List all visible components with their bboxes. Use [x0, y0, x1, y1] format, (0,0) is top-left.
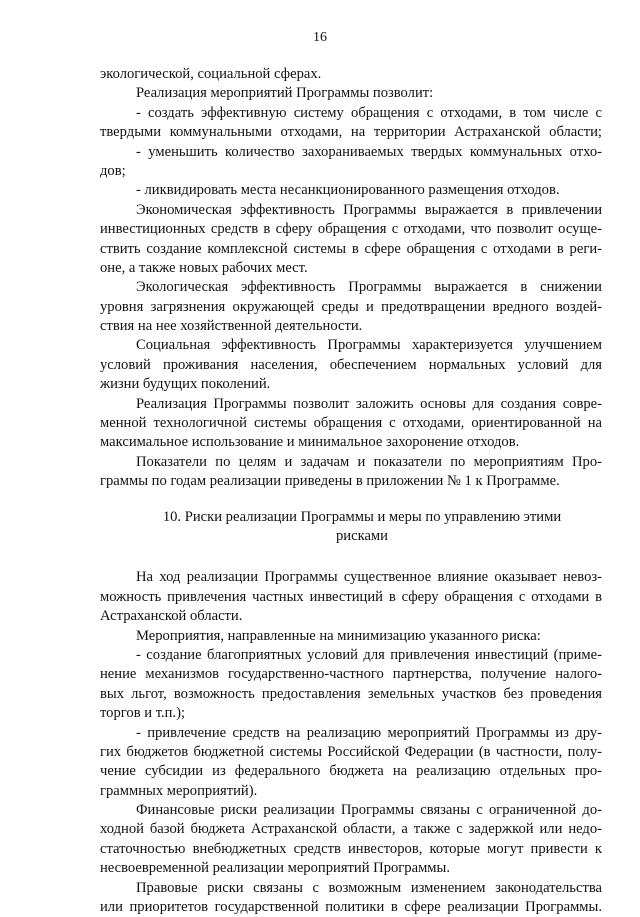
- text-line: оне, а также новых рабочих мест.: [100, 259, 308, 276]
- text-line: граммы по годам реализации приведены в приложении № 1 к Программе.: [100, 473, 560, 490]
- spacer: [100, 546, 602, 568]
- text-line: менной технологичной системы обращения с отходами, ориентированной на: [100, 415, 602, 432]
- text-line: условий проживания населения, обеспечением нормальных условий для: [100, 356, 602, 373]
- text-line: - ликвидировать места несанкционированного размещения отходов.: [136, 182, 560, 199]
- text-line: жизни будущих поколений.: [100, 376, 271, 393]
- text-line: Показатели по целям и задачам и показатели по мероприятиям Про-: [136, 453, 602, 470]
- text-line: - уменьшить количество захораниваемых твердых коммунальных отхо-: [136, 143, 602, 160]
- text-line: гих бюджетов бюджетной системы Российской Федерации (в частности, полу-: [100, 743, 602, 760]
- text-line: Финансовые риски реализации Программы связаны с ограниченной до-: [136, 802, 602, 819]
- text-line: Реализация мероприятий Программы позволит:: [136, 85, 434, 102]
- text-line: инвестиционных средств в сферу обращения с отходами, что позволит осуще-: [100, 221, 602, 238]
- text-line: ходной базой бюджета Астраханской области, а также с задержкой или недо-: [100, 821, 602, 838]
- text-line: экологической, социальной сферах.: [100, 66, 322, 82]
- text-line: - создание благоприятных условий для привлечения инвестиций (приме-: [136, 646, 602, 663]
- text-line: Астраханской области.: [100, 608, 243, 625]
- text-line: - привлечение средств на реализацию мероприятий Программы из дру-: [136, 724, 602, 741]
- text-line: граммных мероприятий).: [100, 782, 258, 799]
- text-line: максимальное использование и минимальное захоронение отходов.: [100, 434, 520, 451]
- text-line: чение субсидии из федерального бюджета на реализацию отдельных про-: [100, 763, 602, 780]
- text-line: - создать эффективную систему обращения с отходами, в том числе с: [136, 104, 602, 121]
- text-line: Правовые риски связаны с возможным изменением законодательства: [136, 879, 602, 896]
- text-line: статочностью внебюджетных средств инвесторов, которые могут привести к: [100, 840, 602, 857]
- text-line: или приоритетов государственной политики в сфере реализации Программы.: [100, 899, 602, 916]
- text-line: Экономическая эффективность Программы выражается в привлечении: [136, 201, 602, 218]
- text-line: уровня загрязнения окружающей среды и предотвращении вредного воздей-: [100, 298, 602, 315]
- text-line: вых льгот, возможность предоставления земельных участков без проведения: [100, 685, 602, 702]
- text-line: Мероприятия, направленные на минимизацию указанного риска:: [136, 627, 541, 644]
- text-line: несвоевременной реализации мероприятий Программы.: [100, 860, 450, 877]
- text-line: ствия на нее хозяйственной деятельности.: [100, 318, 363, 335]
- text-line: дов;: [100, 162, 126, 179]
- text-line: 10. Риски реализации Программы и меры по управлению этими: [162, 508, 562, 525]
- text-line: торгов и т.п.);: [100, 705, 185, 722]
- text-line: нение механизмов государственно-частного партнерства, получение налого-: [100, 666, 602, 683]
- text-line: рисками: [336, 527, 388, 544]
- page-number: 16: [313, 30, 327, 45]
- text-line: Социальная эффективность Программы характеризуется улучшением: [136, 337, 602, 354]
- spacer: [100, 492, 602, 508]
- text-line: На ход реализации Программы существенное влияние оказывает невоз-: [136, 569, 602, 586]
- text-line: Реализация Программы позволит заложить основы для создания совре-: [136, 395, 602, 412]
- document-body: [100, 65, 602, 917]
- text-line: твердыми коммунальными отходами, на территории Астраханской области;: [100, 124, 602, 141]
- text-line: ствить создание комплексной системы в сфере обращения с отходами в реги-: [100, 240, 602, 257]
- text-line: можность привлечения частных инвестиций в сферу обращения с отходами в: [100, 588, 602, 605]
- text-line: Экологическая эффективность Программы выражается в снижении: [136, 279, 602, 296]
